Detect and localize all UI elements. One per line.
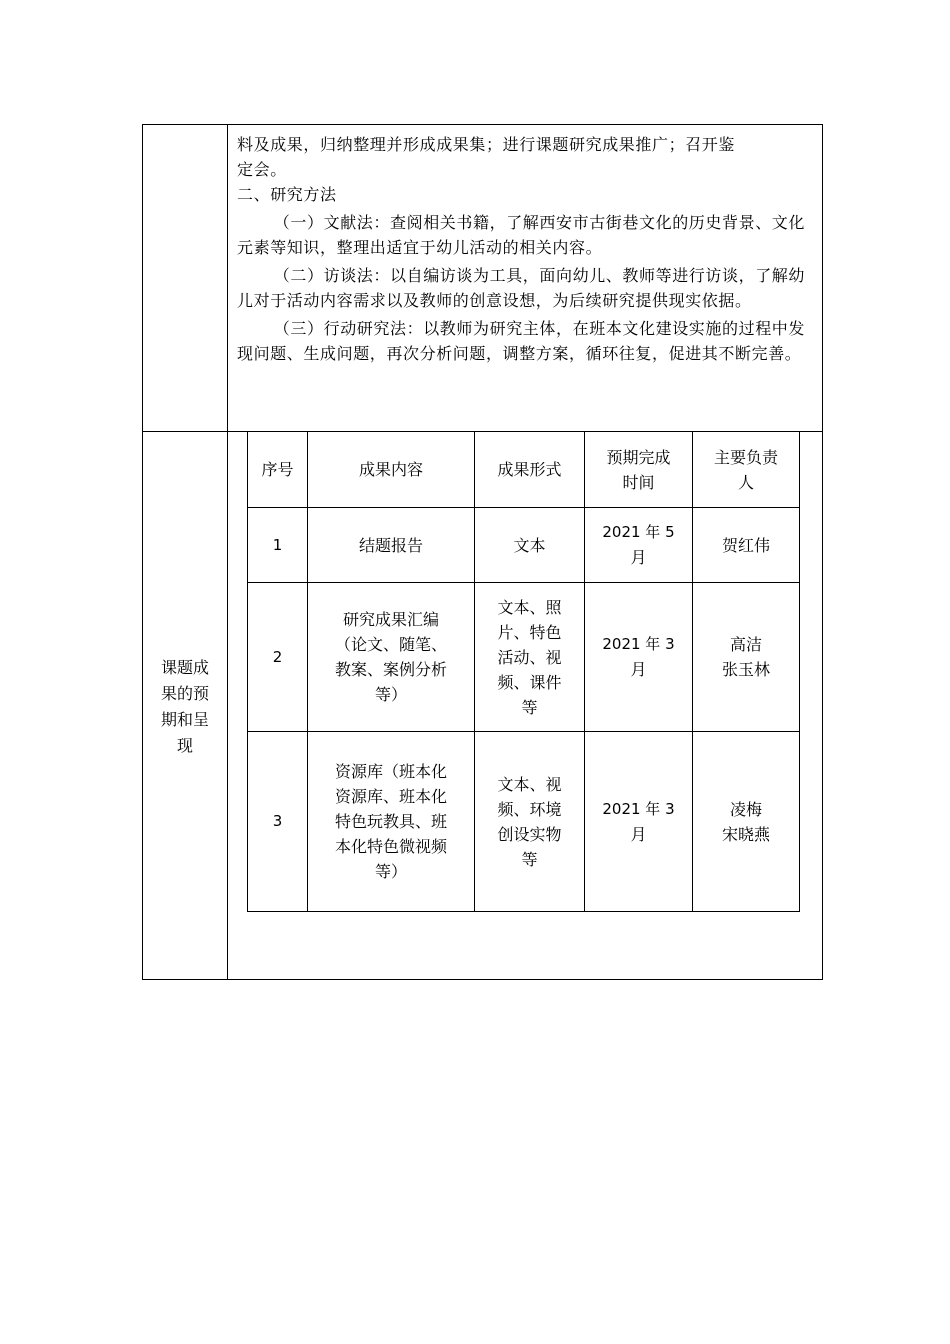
header-time — [585, 432, 693, 508]
label-line: 期和呈 — [160, 710, 209, 729]
cell-line: 宋晓燕 — [721, 824, 770, 844]
continuation-line-1: 料及成果，归纳整理并形成成果集；进行课题研究成果推广；召开鉴 — [237, 135, 736, 154]
cell-line: 教案、案例分析 — [334, 660, 447, 679]
cell-seq: 3 — [248, 732, 308, 912]
method-literature: （一）文献法：查阅相关书籍，了解西安市古街巷文化的历史背景、文化元素等知识，整理出适宜于幼儿活动的相关内容。 — [237, 213, 805, 257]
cell-line: 贺红伟 — [721, 535, 770, 555]
header-owner-line: 人 — [737, 472, 754, 492]
section-heading-methods: 二、研究方法 — [237, 185, 337, 204]
label-line: 果的预 — [160, 684, 209, 703]
header-content: 成果内容 — [308, 432, 475, 508]
cell-line: 活动、视 — [497, 647, 562, 667]
cell-seq: 2 — [248, 583, 308, 732]
cell-line: 等 — [521, 697, 538, 717]
cell-time — [585, 583, 693, 732]
table-header-row — [248, 432, 800, 508]
cell-owner — [693, 508, 800, 583]
cell-line: 2021 年 3 — [602, 635, 675, 653]
cell-line: 文本、照 — [497, 597, 562, 617]
cell-line: 2021 年 3 — [602, 799, 675, 818]
header-time-line: 预期完成 — [606, 447, 671, 467]
cell-line: 文本、视 — [497, 774, 562, 794]
method-action-research: （三）行动研究法：以教师为研究主体，在班本文化建设实施的过程中发现问题、生成问题，再次分析问题，调整方案，循环往复，促进其不断完善。 — [237, 319, 805, 363]
cell-line: 资源库、班本化 — [334, 787, 447, 806]
label-line: 现 — [176, 736, 193, 755]
cell-line: 等 — [521, 849, 538, 869]
cell-line: 月 — [630, 548, 647, 567]
method-interview: （二）访谈法：以自编访谈为工具，面向幼儿、教师等进行访谈，了解幼儿对于活动内容需求以及教师的创意设想，为后续研究提供现实依据。 — [237, 266, 805, 310]
header-time-line: 时间 — [622, 472, 655, 492]
cell-line: 等） — [374, 862, 407, 881]
table-row — [248, 583, 800, 732]
cell-line: 月 — [630, 824, 647, 844]
cell-form — [475, 508, 585, 583]
cell-time — [585, 508, 693, 583]
cell-line: （论文、随笔、 — [334, 635, 447, 654]
cell-owner — [693, 583, 800, 732]
section-label-expected-results — [143, 655, 227, 759]
cell-content — [308, 508, 475, 583]
cell-time — [585, 732, 693, 912]
cell-owner — [693, 732, 800, 912]
cell-line: 资源库（班本化 — [334, 762, 447, 781]
cell-form — [475, 732, 585, 912]
research-methods-cell — [237, 132, 815, 366]
cell-line: 片、特色 — [497, 622, 562, 642]
cell-seq: 1 — [248, 508, 308, 583]
cell-line: 高洁 — [729, 635, 762, 654]
header-owner-line: 主要负责 — [713, 447, 778, 467]
research-plan-table — [142, 124, 823, 980]
cell-line: 结题报告 — [358, 535, 423, 555]
cell-content — [308, 583, 475, 732]
cell-line: 2021 年 5 — [602, 523, 675, 541]
cell-line: 文本 — [513, 535, 546, 555]
column-divider — [227, 125, 228, 979]
cell-line: 创设实物 — [497, 824, 562, 844]
cell-line: 等） — [374, 685, 407, 704]
continuation-line-2: 定会。 — [237, 160, 287, 179]
cell-line: 本化特色微视频 — [334, 837, 447, 856]
cell-line: 频、课件 — [497, 672, 562, 692]
cell-line: 张玉林 — [721, 660, 770, 679]
cell-line: 月 — [630, 660, 647, 679]
table-row — [248, 508, 800, 583]
cell-line: 研究成果汇编 — [342, 610, 439, 629]
expected-results-table — [247, 431, 800, 912]
cell-line: 凌梅 — [729, 799, 762, 819]
header-seq: 序号 — [248, 432, 308, 508]
table-row — [248, 732, 800, 912]
header-form: 成果形式 — [475, 432, 585, 508]
header-owner — [693, 432, 800, 508]
label-line: 课题成 — [160, 658, 209, 677]
cell-line: 特色玩教具、班 — [334, 812, 447, 831]
cell-content — [308, 732, 475, 912]
cell-line: 频、环境 — [497, 799, 562, 819]
cell-form — [475, 583, 585, 732]
